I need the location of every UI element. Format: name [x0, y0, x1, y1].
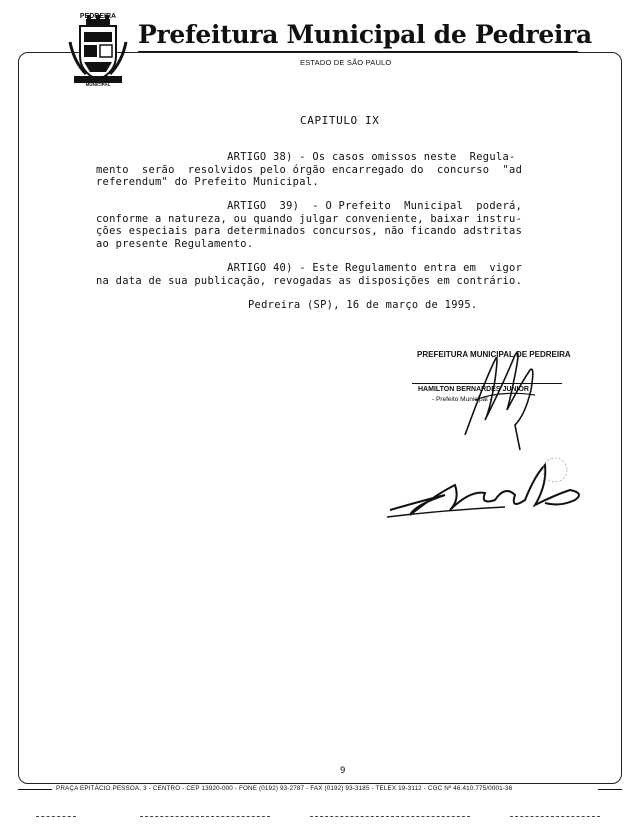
- scan-artifact: [36, 816, 76, 818]
- signature-stamp-organization: PREFEITURA MUNICIPAL DE PEDREIRA: [417, 350, 571, 359]
- article-38-paragraph: ARTIGO 38) - Os casos omissos neste Regula- mento serão resolvidos pelo órgão encarregado do concurso "ad referendum" do Prefeito Municipal.: [96, 151, 523, 189]
- municipal-crest-icon: [66, 12, 130, 88]
- signature-stamp-role: - Prefeito Municipal -: [432, 396, 492, 403]
- scan-artifact: [310, 816, 470, 818]
- chapter-heading: CAPITULO IX: [300, 114, 380, 127]
- signature-stamp-name: HAMILTON BERNARDES JUNIOR: [418, 386, 529, 393]
- article-40-paragraph: ARTIGO 40) - Este Regulamento entra em vigor na data de sua publicação, revogadas as disposições em contrário.: [96, 262, 523, 287]
- footer-rule-right: [598, 789, 622, 790]
- page-number: 9: [340, 766, 346, 776]
- footer-address: PRAÇA EPITÁCIO PESSOA, 3 - CENTRO - CEP 13920-000 - FONE (0192) 93-2787 - FAX (0192) 93-3185 - TELEX 19-3112 - CGC Nº 46.410.775/0001-36: [56, 785, 513, 792]
- crest-banner-bottom: MUNICIPAL: [85, 82, 111, 87]
- date-line: Pedreira (SP), 16 de março de 1995.: [248, 299, 478, 311]
- letterhead-title: Prefeitura Municipal de Pedreira: [138, 20, 592, 49]
- scan-artifact: [140, 816, 270, 818]
- scan-artifact: [510, 816, 600, 818]
- second-signature: [385, 455, 590, 535]
- article-39-paragraph: ARTIGO 39) - O Prefeito Municipal poderá, conforme a natureza, ou quando julgar conveniente, baixar instru- ções especiais para determinados concursos, não ficando adstritas ao presente Regulamento.: [96, 200, 523, 250]
- mayor-signature: [455, 340, 555, 460]
- letterhead-state: ESTADO DE SÃO PAULO: [300, 58, 392, 67]
- crest-banner-top: PEDREIRA: [79, 13, 117, 20]
- letterhead-rule: [138, 51, 578, 52]
- footer-rule-left: [18, 789, 52, 790]
